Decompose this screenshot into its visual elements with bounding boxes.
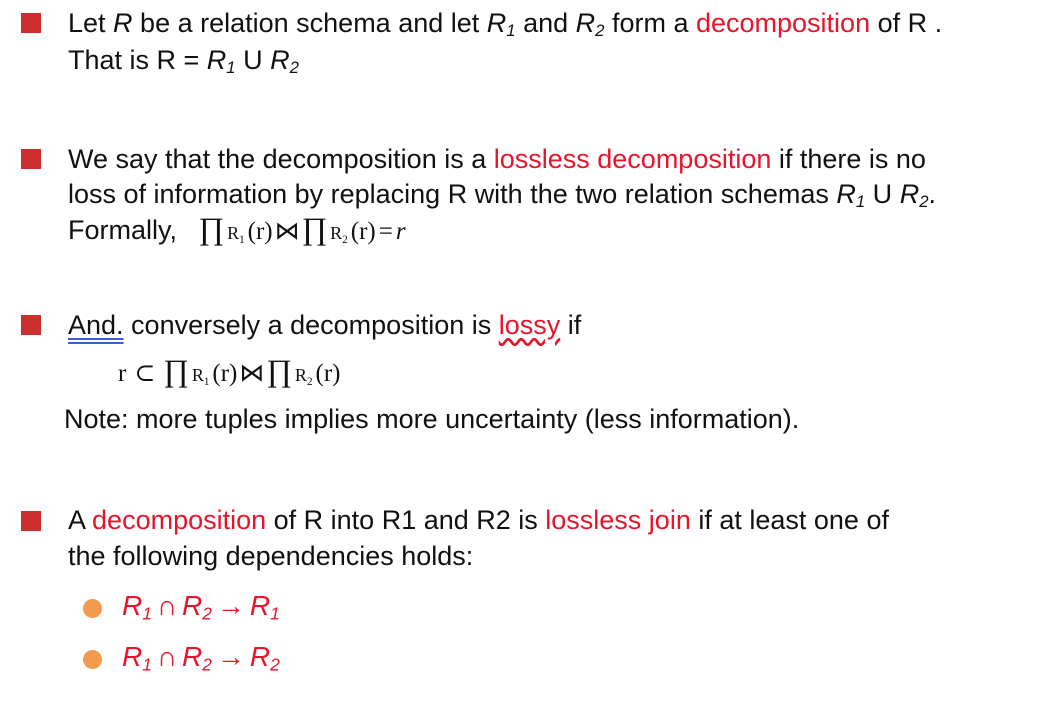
dependency-1: $R_1$ ∩ $R_2 \to R_1$ [122,590,280,624]
formally-label: Formally, [68,215,178,245]
projection-subscript: $R_2$ [294,365,313,388]
projection-subscript: $R_2$ [330,223,348,246]
lossless-formula [198,211,406,246]
r1-symbol: $R_1$ [486,8,516,41]
bullet-1-line-2 [68,43,299,77]
highlight-decomposition: decomposition [695,8,871,38]
relation-r: (r) [315,360,341,387]
text: and [515,8,576,38]
text: if at least one of [690,505,889,535]
sub-bullet-dot-2 [83,650,102,669]
highlight-lossless-decomposition: lossless decomposition [493,144,772,174]
text: U [865,179,900,209]
projection-symbol: ∏ [301,211,328,246]
projection-subscript: $R_1$ [191,365,210,388]
text: . [928,179,937,209]
text: if there is no [771,144,926,174]
projection-symbol: ∏ [198,211,225,246]
bullet-3-line-1 [68,308,581,342]
arrow-icon: → [216,641,245,672]
projection-symbol: ∏ [163,353,189,388]
r1-symbol: $R_1$ [836,179,866,212]
text: conversely a decomposition is [123,310,499,340]
bullet-square-4 [21,511,41,531]
bullet-square-1 [21,13,41,33]
r1-symbol: $R_1$ [206,45,236,78]
lossy-formula [118,354,341,392]
projection-subscript: $R_1$ [227,223,245,246]
bullet-1-line-1 [68,6,942,40]
text: of R . [870,8,943,38]
and-word: And. [68,310,124,340]
intersection-symbol: ∩ [156,590,178,621]
subset-symbol: ⊂ [134,360,156,387]
highlight-lossless-join: lossless join [545,505,691,535]
bullet-2-line-1 [68,142,926,176]
text: A [68,505,93,535]
text: That is R = [68,45,207,75]
r2-symbol: $R_2$ [575,8,605,41]
bullet-2-line-2 [68,177,936,211]
bullet-2-line-3 [68,212,406,250]
intersection-symbol: ∩ [156,641,178,672]
text: We say that the decomposition is a [68,144,494,174]
equals-symbol: = [378,218,393,245]
r2-symbol: $R_2$ [899,179,929,212]
text: U [235,45,271,75]
bullet-4-line-2: the following dependencies holds: [68,541,474,571]
text: form a [604,8,696,38]
relation-r: (r) [212,360,238,387]
text: be a relation schema and let [132,8,487,38]
r-symbol: R [113,8,133,38]
text: Let [68,8,114,38]
bullet-square-2 [21,149,41,169]
bullet-square-3 [21,315,41,335]
dependency-2: $R_1$ ∩ $R_2 \to R_2$ [122,641,280,675]
join-symbol: ⋈ [239,360,265,387]
join-symbol: ⋈ [274,218,300,245]
relation-r-result: r [395,218,406,245]
text: loss of information by replacing R with the two relation schemas [68,179,837,209]
relation-r: r [118,360,127,387]
text: if [560,310,582,340]
text: of R into R1 and R2 is [266,505,546,535]
projection-symbol: ∏ [266,353,292,388]
arrow-icon: → [216,590,245,621]
note-text: Note: more tuples implies more uncertainty (less information). [64,404,800,434]
highlight-lossy: lossy [498,310,561,340]
highlight-decomposition: decomposition [92,505,267,535]
r2-symbol: $R_2$ [270,45,299,78]
relation-r: (r) [247,218,273,245]
sub-bullet-dot-1 [83,599,102,618]
relation-r: (r) [350,218,376,245]
bullet-4-line-1 [68,503,889,537]
